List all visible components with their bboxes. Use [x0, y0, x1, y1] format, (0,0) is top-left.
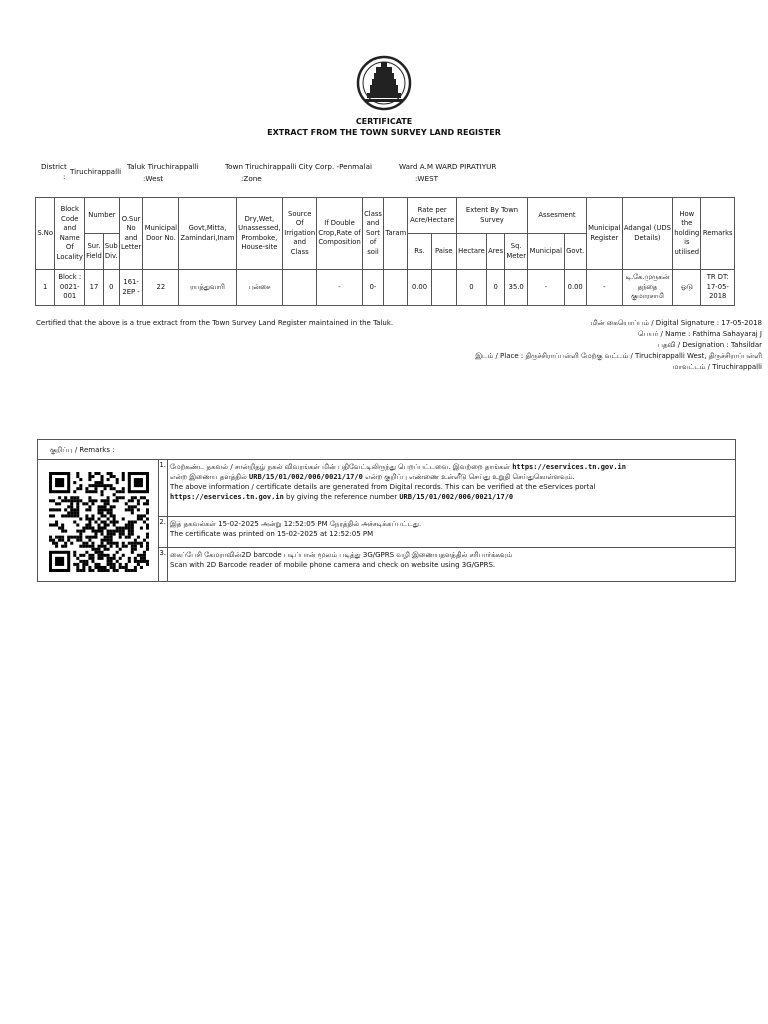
cell-how-utilised: ஓடு: [673, 270, 701, 306]
cell-paise: [431, 270, 456, 306]
col-extent: Extent By Town Survey: [456, 198, 527, 234]
taluk-field: Taluk Tiruchirappalli: [127, 162, 199, 171]
col-source: Source Of Irrigation and Class: [283, 198, 317, 270]
remarks-content: [38, 459, 735, 582]
col-how-utilised: How the holding is utilised: [673, 198, 701, 270]
cell-rs: 0.00: [408, 270, 431, 306]
col-door: Municipal Door No.: [143, 198, 179, 270]
cell-field: 17: [85, 270, 104, 306]
col-rate: Rate per Acre/Hectare: [408, 198, 457, 234]
certified-statement: Certified that the above is a true extract from the Town Survey Land Register maintained in the Taluk.: [36, 319, 394, 327]
cell-double: -: [317, 270, 362, 306]
signature-block: [342, 318, 762, 373]
cell-assess-govt: 0.00: [564, 270, 586, 306]
col-double: If Double Crop,Rate of Composition: [317, 198, 362, 270]
reference-number: URB/15/01/002/006/0021/17/0: [399, 493, 514, 501]
cell-door: 22: [143, 270, 179, 306]
col-assess-govt: Govt.: [564, 234, 586, 270]
col-sqm: Sq. Meter: [505, 234, 528, 270]
remark-note-3: [158, 548, 735, 582]
cell-osur: 161-2EP -: [119, 270, 143, 306]
reference-number: URB/15/01/002/006/0021/17/0: [249, 473, 363, 481]
col-govt: Govt,Mitta, Zamindari,Inam: [179, 198, 236, 270]
signatory-designation: பதவி / Designation : Tahsildar: [657, 341, 762, 349]
register-table: [35, 197, 735, 306]
cell-sqm: 35.0: [505, 270, 528, 306]
remark-note-2: [158, 517, 735, 548]
qr-cell: [38, 460, 159, 582]
cell-taram: [384, 270, 408, 306]
town-suffix: :Zone: [241, 174, 262, 183]
col-sur-field: Sur. Field: [85, 234, 104, 270]
col-dry: Dry,Wet, Unassessed, Promboke, House-site: [236, 198, 283, 270]
ward-field: Ward A.M WARD PIRATIYUR: [399, 162, 497, 171]
cell-govt: ரயத்துவாரி: [179, 270, 236, 306]
taluk-suffix: :West: [143, 174, 164, 183]
col-assessment: Assesment: [528, 198, 587, 234]
cell-subdiv: 0: [103, 270, 119, 306]
certificate-title: CERTIFICATE: [355, 117, 413, 126]
note-text: மேற்கண்ட தகவல் / சான்றிதழ் நகல் விவரங்கள் மின் பதிவேட்டிலிருந்து பெறப்பட்டவை. இவற்றை தாங்கள் https://eservices.tn.gov.in என்ற இணைய தளத்தில் URB/15/01/002/006/0021/17/0 என்ற குறிப்பு எண்ணை உள்ளீடு செய்து உறுதி செய்துகொள்ளவும். The above information / certificate details are generated from Digital records. This can be verified at the eServices portal https://eservices.tn.gov.in by giving the reference number URB/15/01/002/006/0021/17/0: [170, 463, 626, 501]
note-number: 2.: [158, 517, 168, 547]
note-number: 1.: [158, 460, 168, 516]
cell-municipal-register: -: [586, 270, 622, 306]
tamil-nadu-emblem-icon: [355, 55, 413, 111]
col-assess-municipal: Municipal: [528, 234, 564, 270]
col-paise: Paise: [431, 234, 456, 270]
col-number: Number: [85, 198, 120, 234]
digital-signature: மின் கையொப்பம் / Digital Signature : 17-05-2018: [590, 319, 762, 327]
col-remarks: Remarks: [701, 198, 735, 270]
note-number: 3.: [158, 548, 168, 582]
district-label: District: [41, 162, 67, 171]
col-adangal: Adangal (UDS Details): [622, 198, 672, 270]
table-row: [36, 270, 735, 306]
ward-suffix: :WEST: [415, 174, 439, 183]
qr-code-icon: [49, 472, 149, 572]
cell-ares: 0: [487, 270, 505, 306]
col-sno: S.No: [36, 198, 55, 270]
certificate-subtitle: EXTRACT FROM THE TOWN SURVEY LAND REGISTER: [267, 128, 501, 137]
cell-hectare: 0: [456, 270, 486, 306]
note-text: கைப்பேசி கேமராவின்2D barcode படிப்பான் மூலம் படித்து 3G/GPRS வழி இணையதளத்தில் சரிபார்க்கவும் Scan with 2D Barcode reader of mobile phone camera and check on website using 3G/GPRS.: [170, 551, 513, 569]
cell-class: 0-: [362, 270, 384, 306]
col-block: Block Code and Name Of Locality: [55, 198, 85, 270]
col-hectare: Hectare: [456, 234, 486, 270]
remark-note-1: [158, 460, 735, 517]
signatory-name: பெயர் / Name : Fathima Sahayaraj J: [637, 330, 762, 338]
cell-sno: 1: [36, 270, 55, 306]
col-municipal-register: Municipal Register: [586, 198, 622, 270]
signatory-place: இடம் / Place : திருச்சிராப்பள்ளி மேற்கு வட்டம் / Tiruchirappalli West, திருச்சிராப்பள்ளி: [475, 352, 762, 360]
cell-dry: புன்சை: [236, 270, 283, 306]
col-rs: Rs.: [408, 234, 431, 270]
col-sub-div: Sub Div.: [103, 234, 119, 270]
note-text: இத் தகவல்கள் 15-02-2025 அன்று 12:52:05 PM நேரத்தில் அச்சடிக்கப்பட்டது. The certificate was printed on 15-02-2025 at 12:52:05 PM: [170, 520, 422, 538]
col-taram: Taram: [384, 198, 408, 270]
portal-link[interactable]: https://eservices.tn.gov.in: [170, 493, 284, 501]
cell-assess-municipal: -: [528, 270, 564, 306]
remarks-box: [37, 439, 736, 582]
col-ares: Ares: [487, 234, 505, 270]
signatory-district: மாவட்டம் / Tiruchirappalli: [672, 363, 762, 371]
remarks-label: குறிப்பு / Remarks :: [50, 446, 115, 454]
cell-adangal: டி.கே.முருகன் தந்தை குமாரசாமி: [622, 270, 672, 306]
district-value: Tiruchirappalli: [70, 167, 122, 176]
col-osur: O.Sur No and Letter: [119, 198, 143, 270]
portal-link[interactable]: https://eservices.tn.gov.in: [512, 463, 626, 471]
district-colon: :: [63, 172, 66, 181]
cell-block: Block : 0021-001: [55, 270, 85, 306]
cell-source: [283, 270, 317, 306]
town-field: Town Tiruchirappalli City Corp. -Penmalai: [225, 162, 372, 171]
col-class: Class and Sort of soil: [362, 198, 384, 270]
cell-remarks: TR DT: 17-05-2018: [701, 270, 735, 306]
